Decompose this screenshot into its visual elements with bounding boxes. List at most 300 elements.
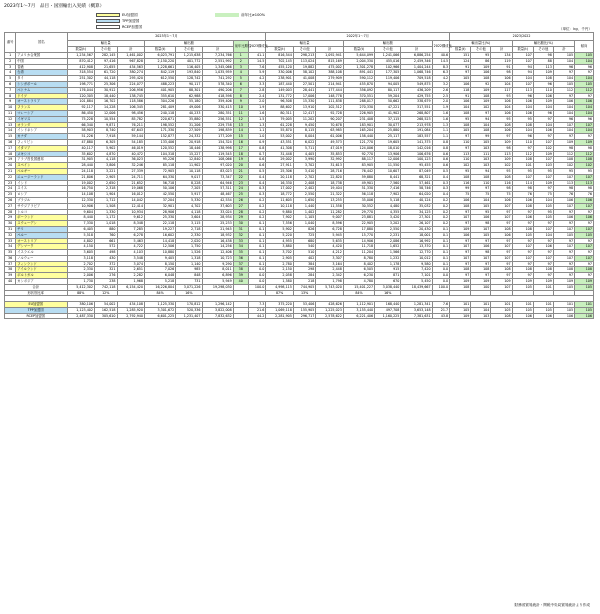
trend-cell: 106 bbox=[575, 215, 594, 221]
value-cell: 15,401,227 bbox=[343, 284, 374, 290]
value-cell: 106 bbox=[512, 99, 533, 105]
value-cell: 76,211 bbox=[117, 122, 145, 128]
value-cell: 848 bbox=[176, 273, 202, 279]
value-cell: 97 bbox=[491, 209, 512, 215]
value-cell: 8,596 bbox=[316, 221, 344, 227]
value-cell: 1,069,118 bbox=[266, 307, 294, 313]
value-cell: 107 bbox=[553, 174, 574, 180]
value-cell: 112 bbox=[512, 151, 533, 157]
header-country: 国名 bbox=[16, 33, 67, 53]
value-cell: 27,501 bbox=[293, 81, 316, 87]
value-cell: 220,671 bbox=[145, 116, 176, 122]
share-cell: 0.0 bbox=[248, 279, 266, 285]
value-cell: 14,228 bbox=[95, 105, 118, 111]
value-cell: 118 bbox=[450, 87, 471, 93]
value-cell: 2,330 bbox=[67, 267, 95, 273]
trend-cell: 101 bbox=[575, 301, 594, 307]
value-cell: 106 bbox=[450, 81, 471, 87]
value-cell: 19,404 bbox=[316, 186, 344, 192]
value-cell: 3,822,008 bbox=[202, 307, 233, 313]
value-cell: 11,605 bbox=[266, 197, 294, 203]
value-cell: 92,728 bbox=[316, 110, 344, 116]
rank-cell: 14 bbox=[233, 128, 248, 134]
value-cell: 3,990 bbox=[293, 157, 316, 163]
share-cell: 0.2 bbox=[432, 221, 450, 227]
value-cell: 1,798 bbox=[316, 279, 344, 285]
rank-cell: 26 bbox=[233, 197, 248, 203]
value-cell: 97 bbox=[512, 261, 533, 267]
value-cell: 149,003 bbox=[266, 87, 294, 93]
value-cell: 104 bbox=[553, 105, 574, 111]
value-cell: 870,412 bbox=[67, 58, 95, 64]
rank-cell: 34 bbox=[233, 244, 248, 250]
value-cell: 741,292 bbox=[202, 76, 233, 82]
share-cell: 0.2 bbox=[432, 203, 450, 209]
value-cell: 47,019 bbox=[316, 145, 344, 151]
share-cell: 5.9 bbox=[248, 70, 266, 76]
value-cell: 97 bbox=[471, 238, 491, 244]
value-cell: 5,463 bbox=[117, 238, 145, 244]
subheader-cell: 計 bbox=[202, 47, 233, 53]
value-cell: 10,934 bbox=[117, 209, 145, 215]
value-cell: 401,905 bbox=[145, 87, 176, 93]
value-cell: 57,311 bbox=[202, 186, 233, 192]
trend-cell: 97 bbox=[575, 70, 594, 76]
header-val-ratio: 輸出額比(%) bbox=[512, 41, 575, 47]
value-cell: 7,416 bbox=[375, 186, 401, 192]
value-cell: 96,508 bbox=[266, 99, 294, 105]
value-cell: 107 bbox=[450, 255, 471, 261]
value-cell: 105 bbox=[471, 139, 491, 145]
value-cell: 17,002 bbox=[266, 186, 294, 192]
value-cell: 102 bbox=[471, 105, 491, 111]
value-cell: 99 bbox=[450, 186, 471, 192]
share-cell: 7.3 bbox=[248, 301, 266, 307]
value-cell: 109 bbox=[533, 279, 553, 285]
value-cell: 67,643 bbox=[117, 128, 145, 134]
value-cell: 104 bbox=[553, 76, 574, 82]
unit-note: （単位：kg、千円） bbox=[558, 27, 592, 31]
value-cell: 106 bbox=[553, 99, 574, 105]
trend-cell: 105 bbox=[575, 53, 594, 59]
value-cell: 5,218 bbox=[145, 279, 176, 285]
value-cell: 11,202 bbox=[293, 116, 316, 122]
value-cell: 22,820 bbox=[316, 174, 344, 180]
value-cell: 2,086 bbox=[375, 238, 401, 244]
value-cell: 1,018 bbox=[95, 221, 118, 227]
header-qty-2023: 輸出量 bbox=[67, 41, 145, 47]
value-cell: 98 bbox=[512, 186, 533, 192]
subheader-cell: その他 bbox=[95, 47, 118, 53]
value-cell: 108,066 bbox=[202, 157, 233, 163]
value-cell: 14,418 bbox=[145, 238, 176, 244]
share-cell: 0.5 bbox=[248, 168, 266, 174]
subheader-cell: その他 bbox=[293, 47, 316, 53]
value-cell: 97 bbox=[450, 273, 471, 279]
value-cell: 50,106 bbox=[145, 186, 176, 192]
value-cell: 16,602 bbox=[145, 232, 176, 238]
share-cell: 0.1 bbox=[432, 226, 450, 232]
value-cell: 105 bbox=[491, 307, 512, 313]
value-cell: 13,910 bbox=[293, 105, 316, 111]
value-cell: 35,880 bbox=[176, 116, 202, 122]
value-cell: 6,048 bbox=[145, 273, 176, 279]
rank-cell: 35 bbox=[233, 250, 248, 256]
value-cell: 105 bbox=[450, 76, 471, 82]
value-cell: 826 bbox=[293, 226, 316, 232]
value-cell: 87,049 bbox=[401, 168, 432, 174]
share-cell: 1.6 bbox=[432, 110, 450, 116]
value-cell: 1,068,746 bbox=[401, 70, 432, 76]
value-cell: 104 bbox=[512, 105, 533, 111]
row-number: 7 bbox=[5, 87, 16, 93]
share-cell: 2.5 bbox=[432, 93, 450, 99]
value-cell: 108 bbox=[533, 76, 553, 82]
rank-cell: 30 bbox=[233, 221, 248, 227]
value-cell: 107 bbox=[533, 174, 553, 180]
value-cell: 2,702 bbox=[67, 261, 95, 267]
value-cell: 380,274 bbox=[117, 70, 145, 76]
country-name: トルコ bbox=[16, 209, 67, 215]
value-cell: 1,112,901 bbox=[343, 301, 374, 307]
value-cell: 168,440 bbox=[375, 301, 401, 307]
value-cell: 104 bbox=[533, 122, 553, 128]
value-cell: 92,117 bbox=[67, 105, 95, 111]
value-cell: 1,652 bbox=[375, 244, 401, 250]
value-cell: 338,679 bbox=[401, 99, 432, 105]
value-cell: 108 bbox=[512, 122, 533, 128]
value-cell: 26,107 bbox=[401, 221, 432, 227]
share-cell: 14.5 bbox=[432, 58, 450, 64]
value-cell: 106 bbox=[491, 76, 512, 82]
totals-label: 合計 bbox=[5, 284, 68, 290]
rank-cell: 36 bbox=[233, 255, 248, 261]
country-name: ベトナム bbox=[16, 87, 67, 93]
rank-cell: 13 bbox=[233, 122, 248, 128]
value-cell: 12,840 bbox=[176, 157, 202, 163]
value-cell: 7,234,766 bbox=[202, 53, 233, 59]
row-number: 36 bbox=[5, 255, 16, 261]
value-cell: 104 bbox=[471, 197, 491, 203]
value-cell: 138,998 bbox=[202, 145, 233, 151]
value-cell: 106 bbox=[450, 197, 471, 203]
value-cell: 97 bbox=[553, 134, 574, 140]
value-cell: 2,150 bbox=[266, 267, 294, 273]
value-cell: 815,169 bbox=[316, 58, 344, 64]
value-cell: 37,204 bbox=[145, 197, 176, 203]
value-cell: 88,117 bbox=[343, 157, 374, 163]
value-cell: 18,446 bbox=[176, 145, 202, 151]
value-cell: 18,932 bbox=[202, 232, 233, 238]
rank-cell: 3 bbox=[233, 64, 248, 70]
trade-table bbox=[4, 32, 594, 319]
value-cell: 10,723 bbox=[202, 255, 233, 261]
value-cell: 98 bbox=[533, 53, 553, 59]
value-cell: 106 bbox=[491, 232, 512, 238]
value-cell: 231,408 bbox=[343, 116, 374, 122]
value-cell: 281,409 bbox=[145, 105, 176, 111]
value-cell: 16% bbox=[176, 290, 202, 296]
legend-swatch-growth bbox=[215, 13, 239, 17]
value-cell: 21,945 bbox=[202, 226, 233, 232]
value-cell: 12,770 bbox=[401, 250, 432, 256]
value-cell: 15,770 bbox=[343, 232, 374, 238]
subheader-cell: 計 bbox=[117, 47, 145, 53]
share-cell: 0.8 bbox=[248, 145, 266, 151]
value-cell: 133,406 bbox=[145, 139, 176, 145]
value-cell: 106 bbox=[471, 244, 491, 250]
value-cell: 1,178 bbox=[375, 261, 401, 267]
value-cell: 109 bbox=[471, 99, 491, 105]
subheader-cell: 数量(t) bbox=[266, 47, 294, 53]
rank-cell: 16 bbox=[233, 139, 248, 145]
value-cell: 30,912 bbox=[95, 87, 118, 93]
share-cell: 3.2 bbox=[432, 81, 450, 87]
row-number: 12 bbox=[5, 116, 16, 122]
value-cell: 3,071,226 bbox=[176, 284, 202, 290]
value-cell: 97 bbox=[512, 221, 533, 227]
value-cell: 14,042 bbox=[117, 197, 145, 203]
legend-label-tpp: TPP加盟国 bbox=[122, 19, 140, 23]
share-cell: 0.6 bbox=[248, 157, 266, 163]
value-cell: 498 bbox=[95, 250, 118, 256]
value-cell: 27,911 bbox=[266, 163, 294, 169]
value-cell: 104 bbox=[512, 128, 533, 134]
value-cell: 35,602 bbox=[67, 151, 95, 157]
value-cell: 97 bbox=[471, 261, 491, 267]
country-name: インドネシア bbox=[16, 128, 67, 134]
value-cell: 118,586 bbox=[117, 99, 145, 105]
value-cell: 434,108 bbox=[117, 301, 145, 307]
value-cell: 4,355 bbox=[375, 209, 401, 215]
value-cell: 105 bbox=[553, 232, 574, 238]
value-cell: 8,402 bbox=[343, 261, 374, 267]
country-name: ポーランド bbox=[16, 215, 67, 221]
value-cell: 2,702 bbox=[293, 174, 316, 180]
value-cell: 171,330 bbox=[145, 128, 176, 134]
value-cell: 97 bbox=[512, 209, 533, 215]
value-cell: 97 bbox=[553, 250, 574, 256]
value-cell: 96 bbox=[533, 110, 553, 116]
value-cell: 46,019 bbox=[117, 145, 145, 151]
value-cell: 10,118 bbox=[176, 168, 202, 174]
share-cell: 0.7 bbox=[248, 151, 266, 157]
value-cell: 51,226 bbox=[67, 134, 95, 140]
value-cell: 2,150,220 bbox=[145, 58, 176, 64]
value-cell: 110 bbox=[512, 139, 533, 145]
share-cell: 0.2 bbox=[248, 215, 266, 221]
value-cell: 187,440 bbox=[266, 81, 294, 87]
value-cell: 106 bbox=[491, 128, 512, 134]
subheader-cell: 数量(t) bbox=[512, 47, 533, 53]
value-cell: 284 bbox=[293, 273, 316, 279]
value-cell: 97 bbox=[491, 250, 512, 256]
value-cell: 1,712 bbox=[95, 197, 118, 203]
value-cell: 1,318 bbox=[176, 255, 202, 261]
country-name: オランダ bbox=[16, 122, 67, 128]
value-cell: 22,118 bbox=[145, 221, 176, 227]
value-cell: 6,601,225 bbox=[145, 313, 176, 319]
value-cell: 6,305 bbox=[95, 139, 118, 145]
value-cell: 104 bbox=[533, 232, 553, 238]
trend-cell: 98 bbox=[575, 186, 594, 192]
value-cell: 107 bbox=[491, 284, 512, 290]
value-cell: 108 bbox=[450, 284, 471, 290]
value-cell: 12,006 bbox=[95, 110, 118, 116]
share-cell: 43.8 bbox=[432, 313, 450, 319]
value-cell: 10,906 bbox=[67, 203, 95, 209]
value-cell: 16,012 bbox=[117, 192, 145, 198]
value-cell: 64,330 bbox=[145, 174, 176, 180]
header-no: 番号 bbox=[5, 33, 16, 53]
value-cell: 455,870 bbox=[343, 81, 374, 87]
share-cell: 0.2 bbox=[248, 209, 266, 215]
value-cell: 111,838 bbox=[316, 99, 344, 105]
value-cell: 88 bbox=[533, 58, 553, 64]
value-cell: 1,526 bbox=[176, 250, 202, 256]
value-cell: 85,118 bbox=[145, 163, 176, 169]
value-cell: 183,901 bbox=[343, 122, 374, 128]
value-cell: 102 bbox=[553, 163, 574, 169]
value-cell: 240,118 bbox=[145, 110, 176, 116]
value-cell: 725 bbox=[293, 232, 316, 238]
value-cell: 109 bbox=[450, 279, 471, 285]
value-cell: 4,420 bbox=[316, 244, 344, 250]
subheader-cell: 計 bbox=[553, 47, 574, 53]
value-cell: 35,032 bbox=[401, 203, 432, 209]
row-number: 20 bbox=[5, 163, 16, 169]
trend-cell: 102 bbox=[575, 163, 594, 169]
rank-cell: 22 bbox=[233, 174, 248, 180]
value-cell: 97 bbox=[471, 273, 491, 279]
country-name: スペイン bbox=[16, 163, 67, 169]
value-cell: 76 bbox=[553, 192, 574, 198]
value-cell: 401,772 bbox=[176, 58, 202, 64]
value-cell: 108 bbox=[553, 157, 574, 163]
value-cell: 8,228 bbox=[176, 180, 202, 186]
subheader-cell: 数量(t) bbox=[67, 47, 95, 53]
value-cell: 31,206 bbox=[176, 122, 202, 128]
trend-cell: 109 bbox=[575, 279, 594, 285]
country-name: マレーシア bbox=[16, 110, 67, 116]
value-cell: 105 bbox=[512, 232, 533, 238]
row-number: 1 bbox=[5, 53, 16, 59]
value-cell: 106 bbox=[512, 215, 533, 221]
value-cell: 1,228,661 bbox=[145, 64, 176, 70]
value-cell: 108 bbox=[450, 122, 471, 128]
value-cell: 102 bbox=[491, 163, 512, 169]
value-cell: 97 bbox=[533, 273, 553, 279]
share-cell: 0.6 bbox=[432, 163, 450, 169]
value-cell: 238 bbox=[95, 279, 118, 285]
value-cell: 97 bbox=[491, 261, 512, 267]
value-cell: 88,602 bbox=[266, 105, 294, 111]
value-cell: 59,144 bbox=[117, 134, 145, 140]
value-cell: 117 bbox=[491, 87, 512, 93]
share-cell: 6.3 bbox=[432, 70, 450, 76]
row-number: 33 bbox=[5, 238, 16, 244]
value-cell: 31,613 bbox=[316, 163, 344, 169]
value-cell: 372 bbox=[95, 261, 118, 267]
country-name: インド bbox=[16, 180, 67, 186]
value-cell: 112 bbox=[553, 87, 574, 93]
value-cell: 5,743,020 bbox=[316, 284, 344, 290]
value-cell: 213,978 bbox=[401, 122, 432, 128]
value-cell: 108 bbox=[471, 76, 491, 82]
value-cell: 75,228 bbox=[67, 116, 95, 122]
value-cell: 50,662 bbox=[375, 99, 401, 105]
value-cell: 183,557 bbox=[401, 134, 432, 140]
value-cell: 107 bbox=[553, 244, 574, 250]
value-cell: 578,340 bbox=[202, 81, 233, 87]
value-cell: 106 bbox=[512, 197, 533, 203]
value-cell: 43,551 bbox=[266, 139, 294, 145]
value-cell: 94 bbox=[512, 64, 533, 70]
value-cell: 106 bbox=[533, 93, 553, 99]
value-cell: 107 bbox=[450, 244, 471, 250]
value-cell: 98 bbox=[491, 186, 512, 192]
value-cell: 3,653,148 bbox=[401, 307, 432, 313]
share-cell: 0.0 bbox=[248, 267, 266, 273]
value-cell: 101 bbox=[512, 301, 533, 307]
value-cell: 412,908 bbox=[67, 64, 95, 70]
value-cell: 98 bbox=[471, 250, 491, 256]
value-cell: 108 bbox=[533, 267, 553, 273]
subheader-cell: 計 bbox=[491, 47, 512, 53]
value-cell: 120,305 bbox=[67, 93, 95, 99]
value-cell: 138,745 bbox=[117, 93, 145, 99]
value-cell: 119 bbox=[491, 58, 512, 64]
value-cell: 37,115 bbox=[375, 116, 401, 122]
share-cell: 0.1 bbox=[432, 250, 450, 256]
value-cell: 304,226 bbox=[145, 99, 176, 105]
value-cell: 3,307 bbox=[316, 255, 344, 261]
value-cell: 12,406 bbox=[202, 250, 233, 256]
value-cell: 95 bbox=[471, 209, 491, 215]
country-name: フィリピン bbox=[16, 139, 67, 145]
row-number: 15 bbox=[5, 134, 16, 140]
value-cell: 105 bbox=[553, 284, 574, 290]
share-cell: 4.2 bbox=[432, 76, 450, 82]
value-cell: 124 bbox=[450, 58, 471, 64]
subheader-cell: 数量(t) bbox=[450, 47, 471, 53]
rank-cell: 31 bbox=[233, 226, 248, 232]
value-cell: 95 bbox=[450, 168, 471, 174]
value-cell: 3,702 bbox=[293, 163, 316, 169]
value-cell: 1,566 bbox=[375, 250, 401, 256]
row-number: 6 bbox=[5, 81, 16, 87]
share-cell: 1.3 bbox=[432, 122, 450, 128]
value-cell: 107 bbox=[512, 244, 533, 250]
value-cell: 3,880 bbox=[266, 244, 294, 250]
value-cell: 97 bbox=[512, 250, 533, 256]
value-cell: 107 bbox=[471, 255, 491, 261]
value-cell: 572 bbox=[95, 244, 118, 250]
country-name: カナダ bbox=[16, 134, 67, 140]
value-cell: 24,332 bbox=[176, 134, 202, 140]
share-cell: 14.5 bbox=[248, 58, 266, 64]
value-cell: 2,650 bbox=[95, 180, 118, 186]
value-cell: 109 bbox=[533, 180, 553, 186]
value-cell: 18,439,667 bbox=[401, 284, 432, 290]
country-name: オーストリア bbox=[16, 238, 67, 244]
row-number: 2 bbox=[5, 58, 16, 64]
value-cell: 16,226,804 bbox=[145, 284, 176, 290]
value-cell: 21,806 bbox=[67, 174, 95, 180]
value-cell: 28,934 bbox=[202, 215, 233, 221]
value-cell: 370,551 bbox=[343, 93, 374, 99]
trend-cell: 95 bbox=[575, 168, 594, 174]
